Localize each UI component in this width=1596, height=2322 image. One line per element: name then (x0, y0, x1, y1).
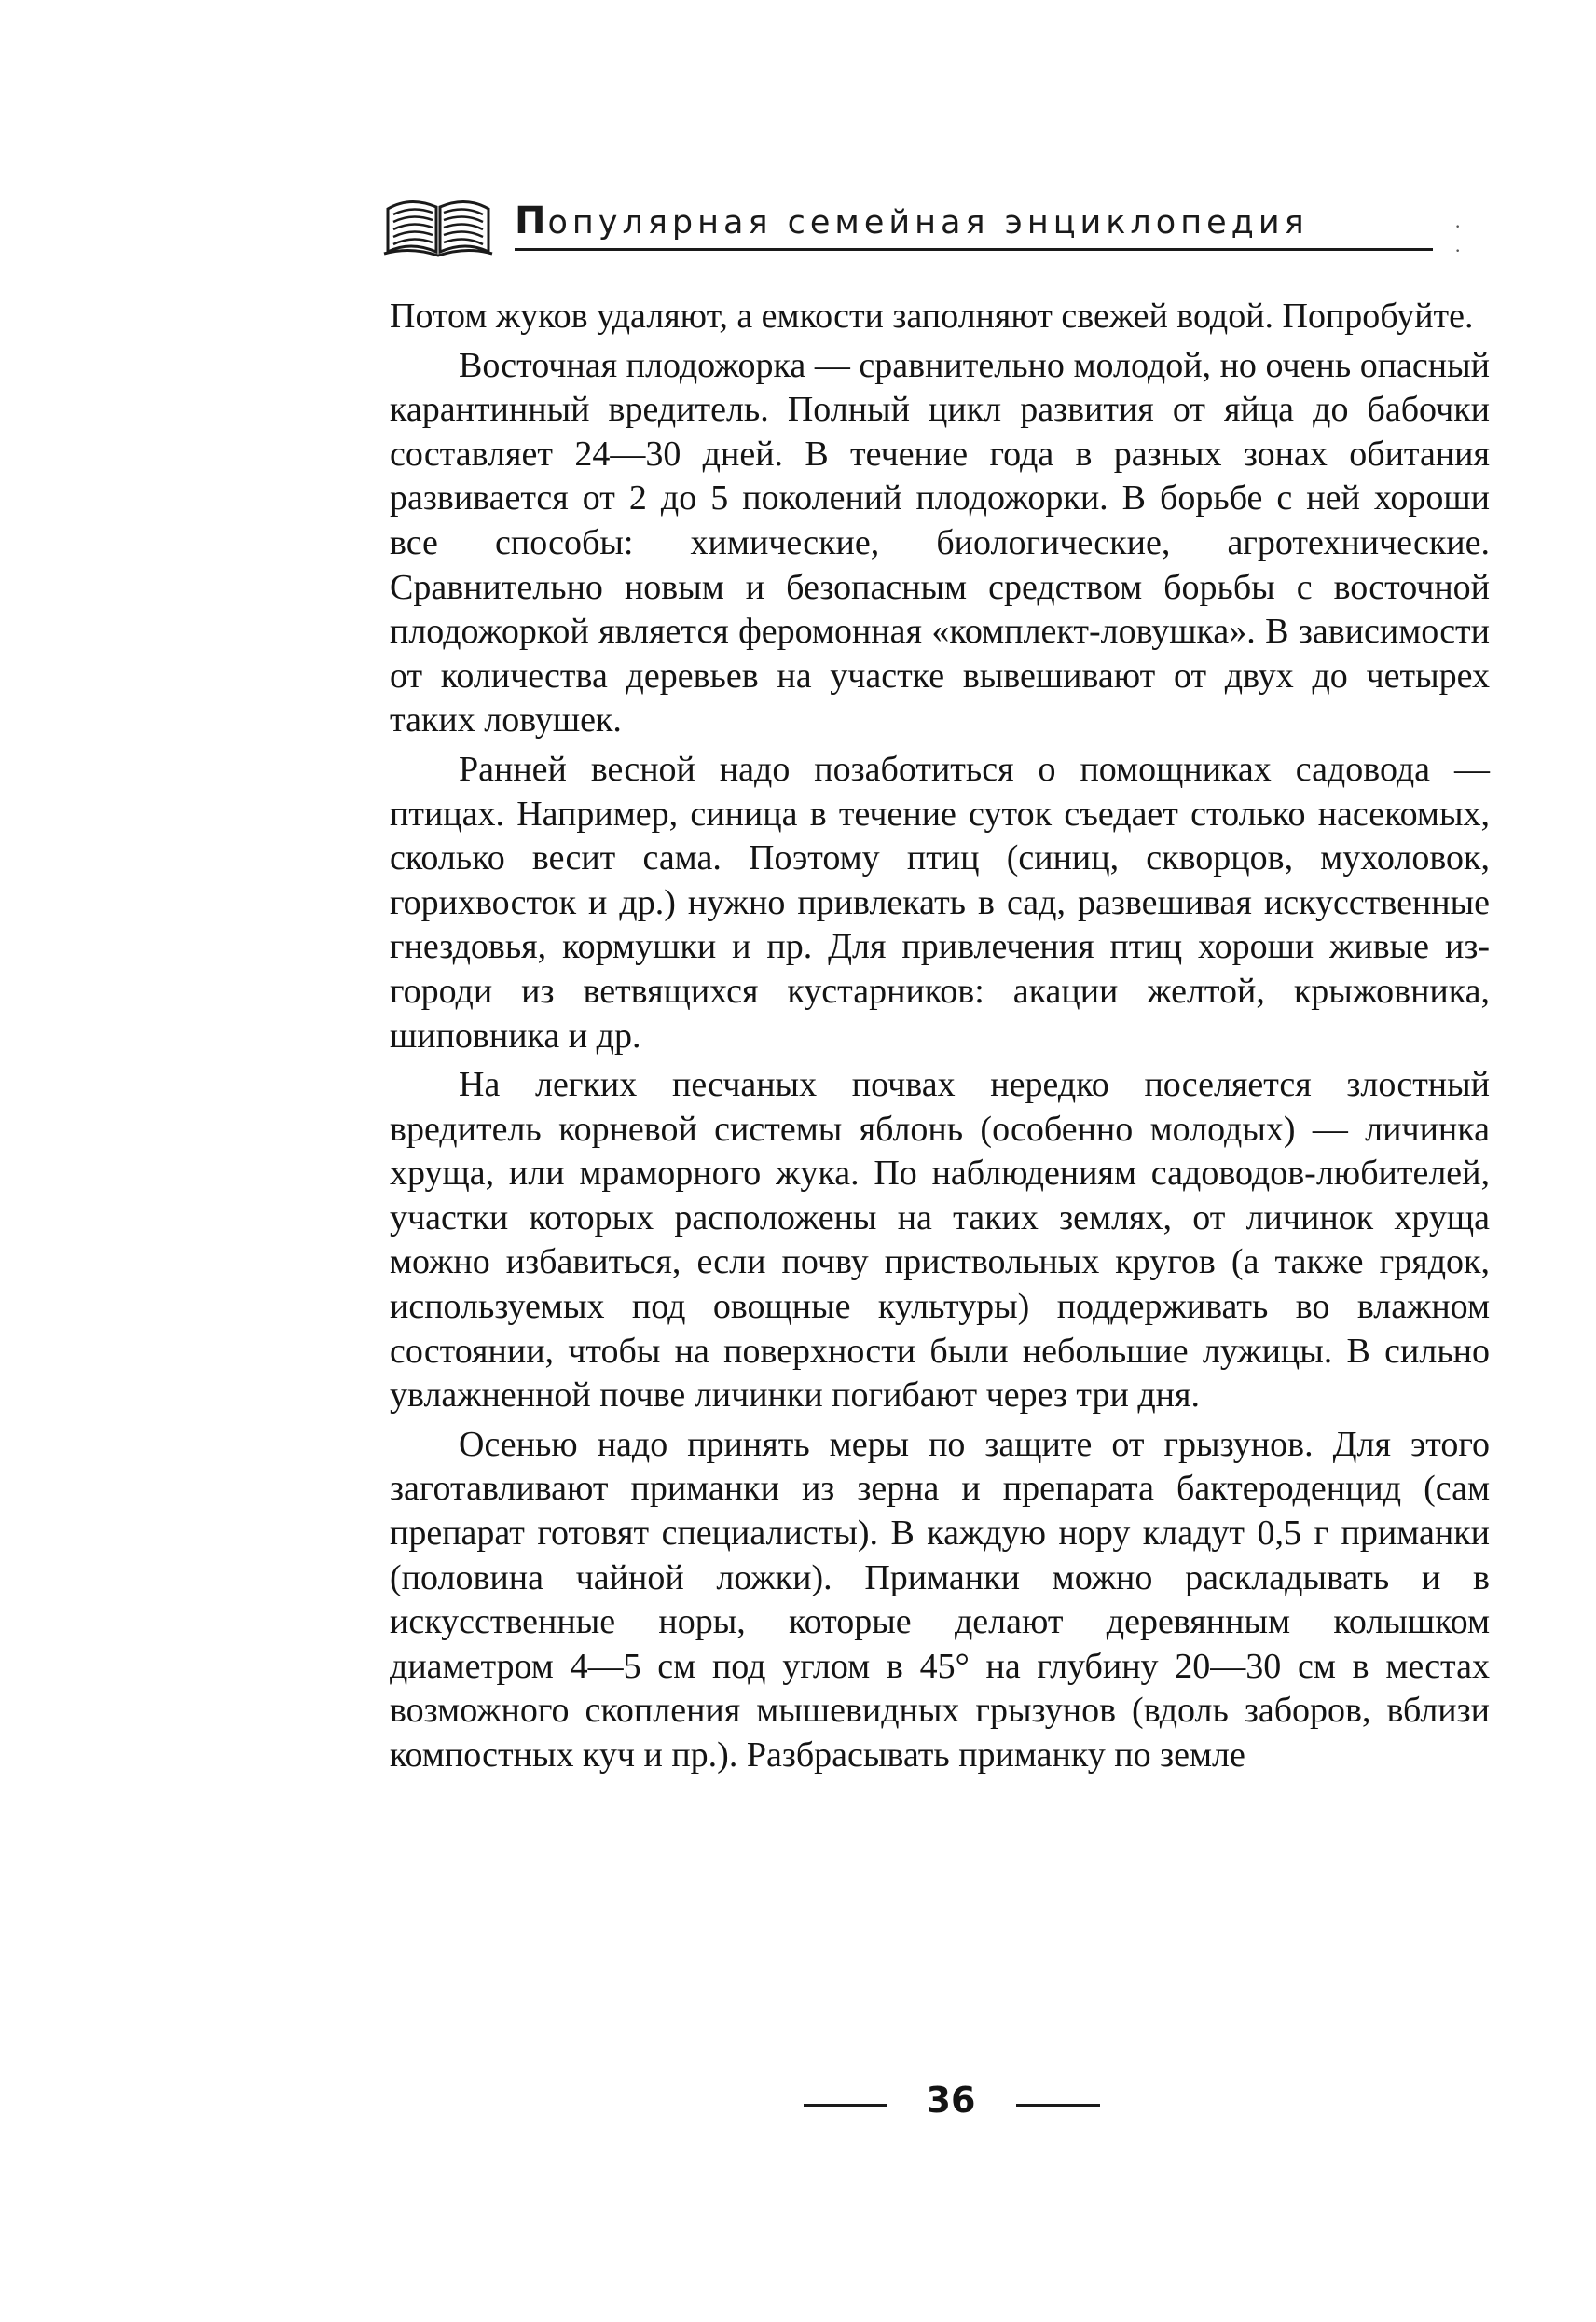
header-rule (515, 248, 1433, 251)
page-number: 36 (926, 2080, 976, 2121)
paragraph-chafer-larvae: На легких песчаных почвах нередко поселяется злостный вредитель корневой системы яблонь (особенно молодых) — личинка хруща, или мраморного жука. По наблюдениям садоводов-любителей, участки которых расположены на таких землях, от личинок хруща можно избавиться, если почву приствольных кругов (а также грядок, используемых под овощные культуры) поддерживать во влажном состоянии, чтобы на поверхности были небольшие лужицы. В сильно увлажненной почве личинки погибают через три дня. (390, 1065, 1490, 1416)
header-dots: · · (1454, 214, 1465, 262)
paragraph-oriental-fruit-moth: Восточная плодожорка — сравнительно молодой, но очень опасный карантинный вредитель. Полный цикл развития от яйца до бабочки составляет 24—30 дней. В течение года в разных зонах обитания развивается от 2 до 5 поколений плодожорки. В борьбе с ней хороши все способы: химические, биологические, агротехнические. Сравнительно новым и безопасным средством борьбы с восточной плодожоркой является феромонная «комплект-ловушка». В зависимости от количества деревьев на участке вывешивают от двух до четырех таких ловушек. (390, 345, 1490, 740)
open-book-icon (382, 192, 494, 257)
footer-rule-right (1016, 2104, 1100, 2107)
paragraph-continued: Потом жуков удаляют, а емкости заполняют свежей водой. Попробуйте. (390, 297, 1474, 336)
page-footer (0, 2080, 1596, 2135)
header-title-initial: П (515, 200, 548, 242)
running-header (382, 187, 1465, 262)
paragraph-rodents: Осенью надо принять меры по защите от грызунов. Для этого заготавливают приманки из зерна и препарата бактероденцид (сам препарат готовят специалисты). В каждую нору кладут 0,5 г приманки (половина чайной ложки). Приманки можно раскладывать и в искусственные норы, которые делают деревянным колышком диаметром 4—5 см под углом в 45° на глубину 20—30 см в местах возможного скопления мышевидных грызунов (вдоль заборов, вблизи компостных куч и пр.). Разбрасывать приманку по земле (390, 1424, 1490, 1775)
paragraph-birds: Ранней весной надо позаботиться о помощниках садовода — птицах. Например, синица в течение суток съедает столько насекомых, сколько весит сама. Поэтому птиц (синиц, скворцов, мухоловок, горихвосток и др.) нужно привлекать в сад, развешивая искусственные гнездовья, кормушки и пр. Для привлечения птиц хороши живые изгороди из ветвящихся кустарников: акации желтой, крыжовника, шиповника и др. (390, 749, 1490, 1056)
footer-rule-left (804, 2104, 887, 2107)
header-title-text: опулярная семейная энциклопедия (547, 204, 1309, 242)
body-text (390, 295, 1490, 1783)
header-title (515, 200, 1309, 242)
